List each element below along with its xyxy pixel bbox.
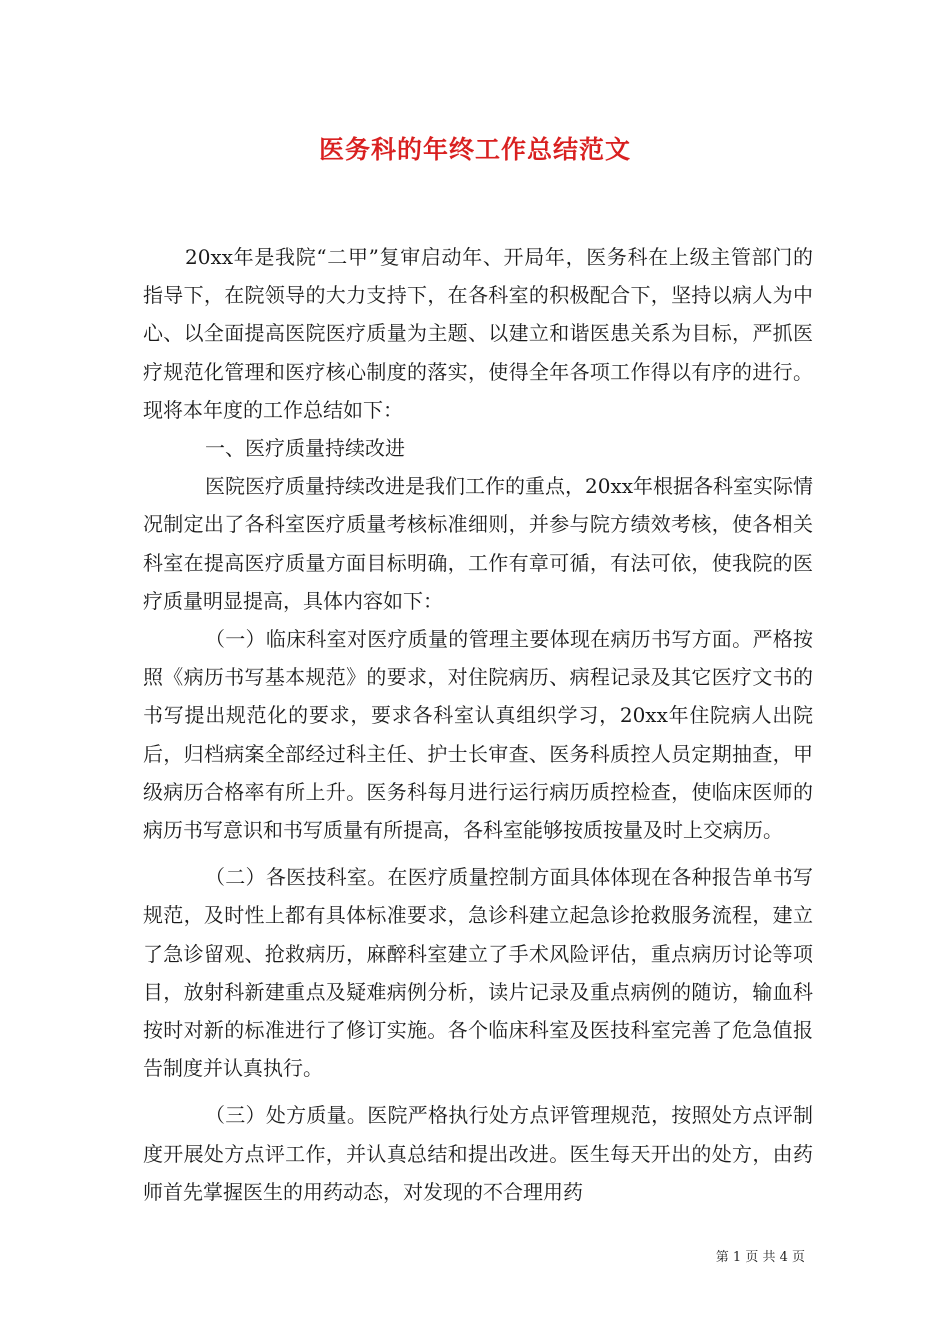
section-heading-1: 一、医疗质量持续改进 <box>205 436 405 461</box>
paragraph-prescription-quality: （三）处方质量。医院严格执行处方点评管理规范，按照处方点评制度开展处方点评工作，并认真总结和提出改进。医生每天开出的处方，由药师首先掌握医生的用药动态，对发现的不合理用药 <box>143 1103 813 1204</box>
document-title: 医务科的年终工作总结范文 <box>318 135 631 164</box>
paragraph-medical-technology: （二）各医技科室。在医疗质量控制方面具体体现在各种报告单书写规范，及时性上都有具体标准要求，急诊科建立起急诊抢救服务流程，建立了急诊留观、抢救病历，麻醉科室建立了手术风险评估，重点病历讨论等项目，放射科新建重点及疑难病例分析，读片记录及重点病例的随访，输血科按时对新的标准进行了修订实施。各个临床科室及医技科室完善了危急值报告制度并认真执行。 <box>143 865 813 1081</box>
paragraph-quality-overview: 医院医疗质量持续改进是我们工作的重点，20xx年根据各科室实际情况制定出了各科室医疗质量考核标准细则，并参与院方绩效考核，使各相关科室在提高医疗质量方面目标明确，工作有章可循，有法可依，使我院的医疗质量明显提高，具体内容如下： <box>143 474 814 613</box>
paragraph-clinical-departments: （一）临床科室对医疗质量的管理主要体现在病历书写方面。严格按照《病历书写基本规范》的要求，对住院病历、病程记录及其它医疗文书的书写提出规范化的要求，要求各科室认真组织学习，20xx年住院病人出院后，归档病案全部经过科主任、护士长审查、医务科质控人员定期抽查，甲级病历合格率有所上升。医务科每月进行运行病历质控检查，使临床医师的病历书写意识和书写质量有所提高，各科室能够按质按量及时上交病历。 <box>143 627 813 843</box>
document-body <box>143 238 813 1211</box>
paragraph-intro: 20xx年是我院“二甲”复审启动年、开局年，医务科在上级主管部门的指导下，在院领导的大力支持下，在各科室的积极配合下，坚持以病人为中心、以全面提高医院医疗质量为主题、以建立和谐医患关系为目标，严抓医疗规范化管理和医疗核心制度的落实，使得全年各项工作得以有序的进行。现将本年度的工作总结如下： <box>143 245 813 422</box>
page-number: 第 1 页 共 4 页 <box>715 1250 805 1265</box>
